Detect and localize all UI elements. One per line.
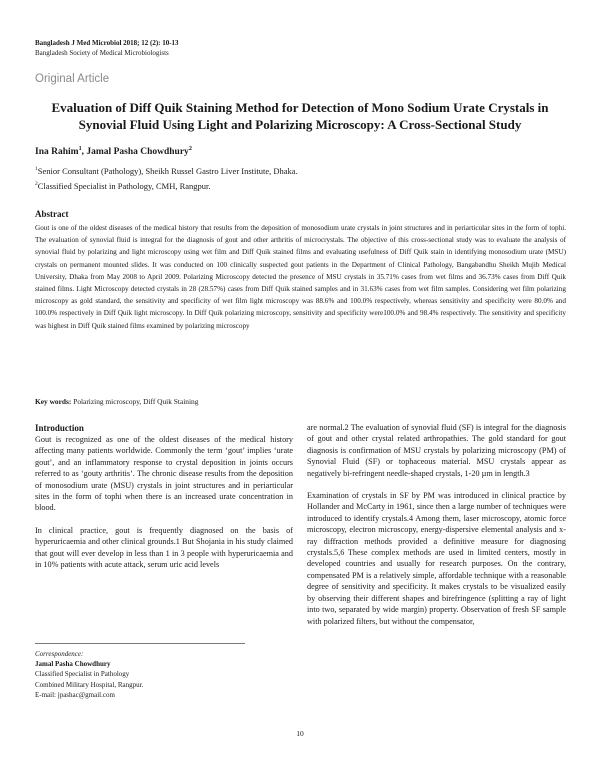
correspondence-block — [35, 643, 245, 700]
correspondence-email: E-mail: jpashac@gmail.com — [35, 690, 115, 699]
affiliation-mark: 1 — [35, 166, 38, 173]
keywords — [35, 397, 198, 406]
keywords-text: Polarizing microscopy, Diff Quik Staining — [73, 397, 199, 406]
affiliation-1 — [35, 166, 298, 176]
abstract-heading: Abstract — [35, 209, 69, 219]
page-number: 10 — [296, 729, 304, 738]
left-column — [35, 423, 293, 570]
intro-paragraph-2: In clinical practice, gout is frequently diagnosed on the basis of hyperuricaemia and other clinical grounds.1 But Shojania in his study claimed that gout will ever develop in less than 1 in 3 people with hyperuricaemia and in 10% patients with acute attack, serum uric acid levels — [35, 525, 293, 570]
abstract-body: Gout is one of the oldest diseases of the medical history that results from the deposition of monosodium urate crystals in joint structures and in periarticular sites in the form of tophi. The evaluation of synovial fluid is integral for the diagnosis of gout and other arthritis of microcrystals. The objective of this cross-sectional study was to evaluate the analysis of synovial fluid by polarizing and light microscopy using wet film and Diff Quik stained films and evaluating usefulness of Diff Quik stain in identifying monosodium urate (MSU) crystals on permanent mounted slides. It was conducted on 100 clinically suspected gout patients in the Department of Clinical Pathology, Bangabandhu Sheikh Mujib Medical University, Dhaka from May 2008 to April 2009. Polarizing Microscopy detected the presence of MSU crystals in 35.71% cases from wet films and 36.73% cases from Diff Quik stained films. Light Microscopy detected crystals in 28 (28.57%) cases from Diff Quik stained samples and in 31.63% cases from wet film samples. Considering wet film polarizing microscopy as gold standard, the sensitivity and specificity of wet film light microscopy was 88.6% and 100.0% respectively, whereas sensitivity and specificity were 80.0% and 100.0% respectively in Diff Quik light microscopy. In Diff Quik polarizing microscopy, sensitivity and specificity were100.0% and 98.4% respectively. The sensitivity and specificity was highest in Diff Quik stained films examined by polarizing microscopy — [35, 224, 566, 330]
author-name: Jamal Pasha Chowdhury — [86, 147, 189, 157]
correspondence-name: Jamal Pasha Chowdhury — [35, 660, 111, 669]
correspondence-label: Correspondence: — [35, 650, 84, 658]
affiliation-text: Classified Specialist in Pathology, CMH, Rangpur. — [37, 181, 211, 191]
correspondence-line: Combined Military Hospital, Rangpur. — [35, 680, 144, 689]
keywords-label: Key words: — [35, 397, 72, 406]
affiliation-2 — [35, 181, 211, 191]
author-name: Ina Rahim — [35, 147, 79, 157]
article-type-label: Original Article — [35, 73, 110, 85]
journal-citation: Bangladesh J Med Microbiol 2018; 12 (2): 10-13 — [35, 39, 179, 47]
article-title: Evaluation of Diff Quik Staining Method for Detection of Mono Sodium Urate Crystals in Synovial Fluid Using Light and Polarizing Microscopy: A Cross-Sectional Study — [51, 100, 549, 132]
introduction-heading: Introduction — [35, 423, 84, 433]
intro-paragraph-3: are normal.2 The evaluation of synovial fluid (SF) is integral for the diagnosis of gout and other crystal related arthropathies. The gold standard for gout diagnosis is confirmation of MSU crystals by polarizing microscopy (PM) of Synovial Fluid (SF) or tophaceous material. MSU crystals appear as negatively bi-refringent needle-shaped crystals, 1-20 µm in length.3 — [307, 423, 566, 478]
author-affiliation-mark: 1 — [78, 145, 82, 152]
correspondence-line: Classified Specialist in Pathology — [35, 670, 130, 679]
intro-paragraph-4: Examination of crystals in SF by PM was introduced in clinical practice by Hollander and McCarty in 1961, since then a large number of techniques were introduced to identify crystals.4 Among them, laser microscopy, atomic force microscopy, electron microscopy, energy-dispersive elemental analysis and x-ray diffraction methods provided a definitive measure for diagnosing crystals.5,6 These complex methods are used in limited centers, mostly in developed countries and usually for research purposes. On the contrary, compensated PM is a relatively simple, affordable technique with a reasonable degree of sensitivity and specificity. It makes crystals to be visualized easily by observing their different shapes and birefringence (splitting a ray of light into two, separated by wide margin) property. Observation of fresh SF sample with polarized filters, but without the compensator, — [307, 491, 566, 626]
affiliation-mark: 2 — [35, 181, 38, 188]
right-column — [307, 422, 566, 627]
affiliation-text: Senior Consultant (Pathology), Sheikh Russel Gastro Liver Institute, Dhaka. — [37, 166, 298, 176]
society-name: Bangladesh Society of Medical Microbiologists — [35, 49, 169, 57]
author-list: Ina Rahim$^1$, Jamal Pasha Chowdhury$^2$ — [35, 145, 192, 157]
author-affiliation-mark: 2 — [188, 145, 192, 152]
intro-paragraph-1: Gout is recognized as one of the oldest diseases of the medical history affecting many patients worldwide. Commonly the term ‘gout’ implies ‘urate gout’, and an inflammatory response to crystal deposition in joints occurs referred to as ‘gouty arthritis’. The chronic disease results from the deposition of monosodium urate (MSU) crystals in joint structures and in periarticular sites in the form of tophi when there is an increased urate concentration in blood. — [35, 435, 293, 513]
